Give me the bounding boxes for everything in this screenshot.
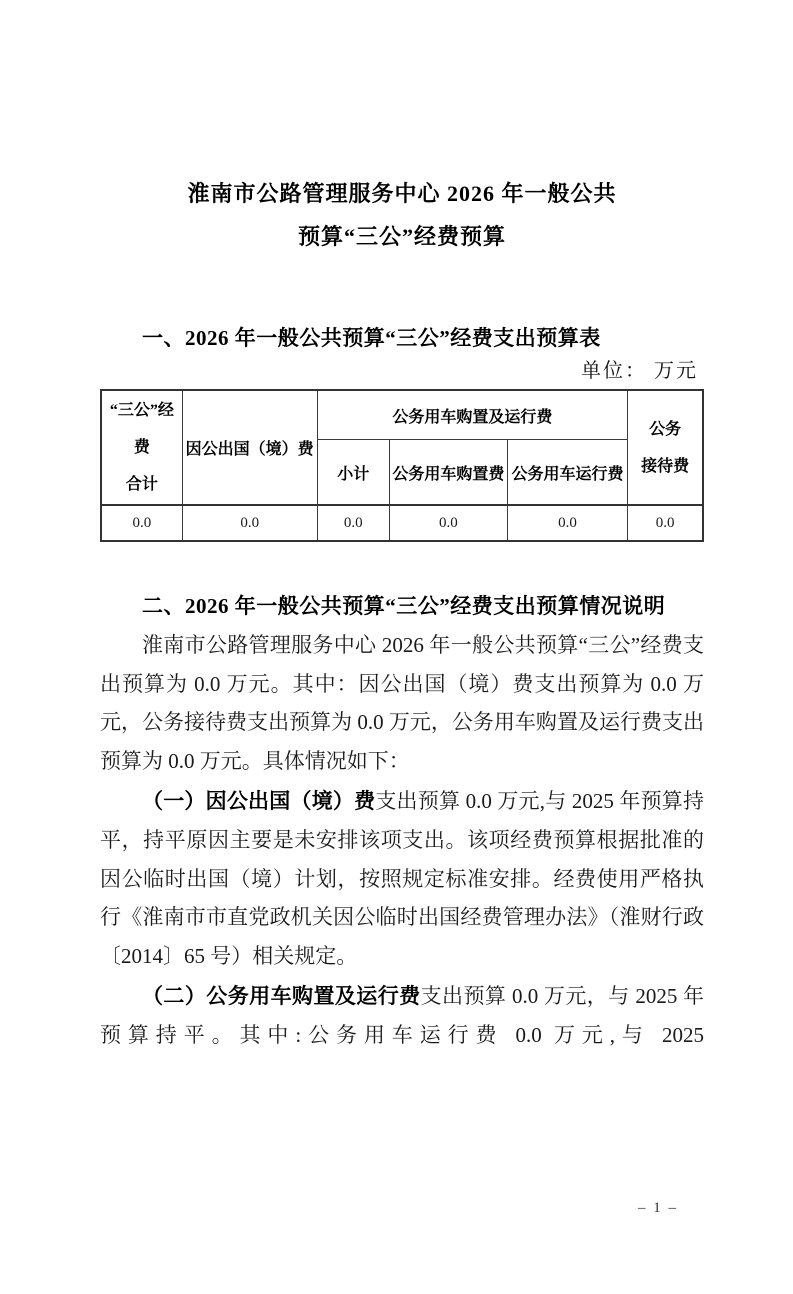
- section2-heading: 二、2026 年一般公共预算“三公”经费支出预算情况说明: [142, 594, 666, 618]
- header-vehicle-group: 公务用车购置及运行费: [317, 390, 628, 440]
- value-vehicle-subtotal: 0.0: [317, 505, 389, 541]
- header-abroad-fee: 因公出国（境）费: [182, 390, 317, 505]
- section1-heading: 一、2026 年一般公共预算“三公”经费支出预算表: [142, 326, 601, 350]
- document-title-line2: 预算“三公”经费预算: [297, 224, 506, 249]
- header-sangong-total: [101, 390, 182, 505]
- budget-table: [100, 389, 704, 542]
- header-reception-fee-line2: 接待费: [641, 457, 690, 475]
- paragraph-abroad-fee-lead: （一）因公出国（境）费: [142, 789, 376, 814]
- document-title: [100, 172, 704, 258]
- paragraph-abroad-fee-text: 支出预算 0.0 万元,与 2025 年预算持平，持平原因主要是未安排该项支出。该项经费预算根据批准的因公临时出国（境）计划，按照规定标准安排。经费使用严格执行《淮南市市直党政机关因公临时出国经费管理办法》（淮财行政〔2014〕65 号）相关规定。: [100, 789, 705, 968]
- value-vehicle-operation: 0.0: [507, 505, 627, 541]
- paragraph-vehicle-fee: [100, 977, 704, 1054]
- page-number: – 1 –: [638, 1200, 678, 1216]
- value-vehicle-purchase: 0.0: [389, 505, 507, 541]
- header-vehicle-subtotal: 小计: [317, 440, 389, 505]
- header-vehicle-operation: 公务用车运行费: [507, 440, 627, 505]
- table-data-row: [101, 505, 703, 541]
- table-header-row-1: [101, 390, 703, 440]
- value-sangong-total: 0.0: [101, 505, 182, 541]
- paragraph-overview-text: 淮南市公路管理服务中心 2026 年一般公共预算“三公”经费支出预算为 0.0 万元。其中：因公出国（境）费支出预算为 0.0 万元，公务接待费支出预算为 0.0 万元，公务用车购置及运行费支出预算为 0.0 万元。具体情况如下：: [100, 633, 704, 773]
- paragraph-overview: [100, 626, 704, 780]
- document-title-line1: 淮南市公路管理服务中心 2026 年一般公共: [187, 181, 617, 206]
- paragraph-abroad-fee: [100, 782, 704, 975]
- header-vehicle-purchase: 公务用车购置费: [389, 440, 507, 505]
- table-unit-label: 单位： 万元: [581, 360, 698, 382]
- value-abroad-fee: 0.0: [182, 505, 317, 541]
- header-reception-fee-line1: 公务: [649, 420, 682, 438]
- paragraph-vehicle-fee-text: 支出预算 0.0 万元，与 2025 年预算持平。其中:公务用车运行费 0.0 万元,与 2025: [100, 984, 705, 1047]
- header-sangong-total-line1: “三公”经费: [109, 402, 174, 456]
- header-sangong-total-line2: 合计: [125, 476, 158, 493]
- value-reception-fee: 0.0: [628, 505, 703, 541]
- document-page: [0, 172, 793, 1294]
- header-reception-fee: [628, 390, 703, 505]
- paragraph-vehicle-fee-lead: （二）公务用车购置及运行费: [142, 984, 421, 1009]
